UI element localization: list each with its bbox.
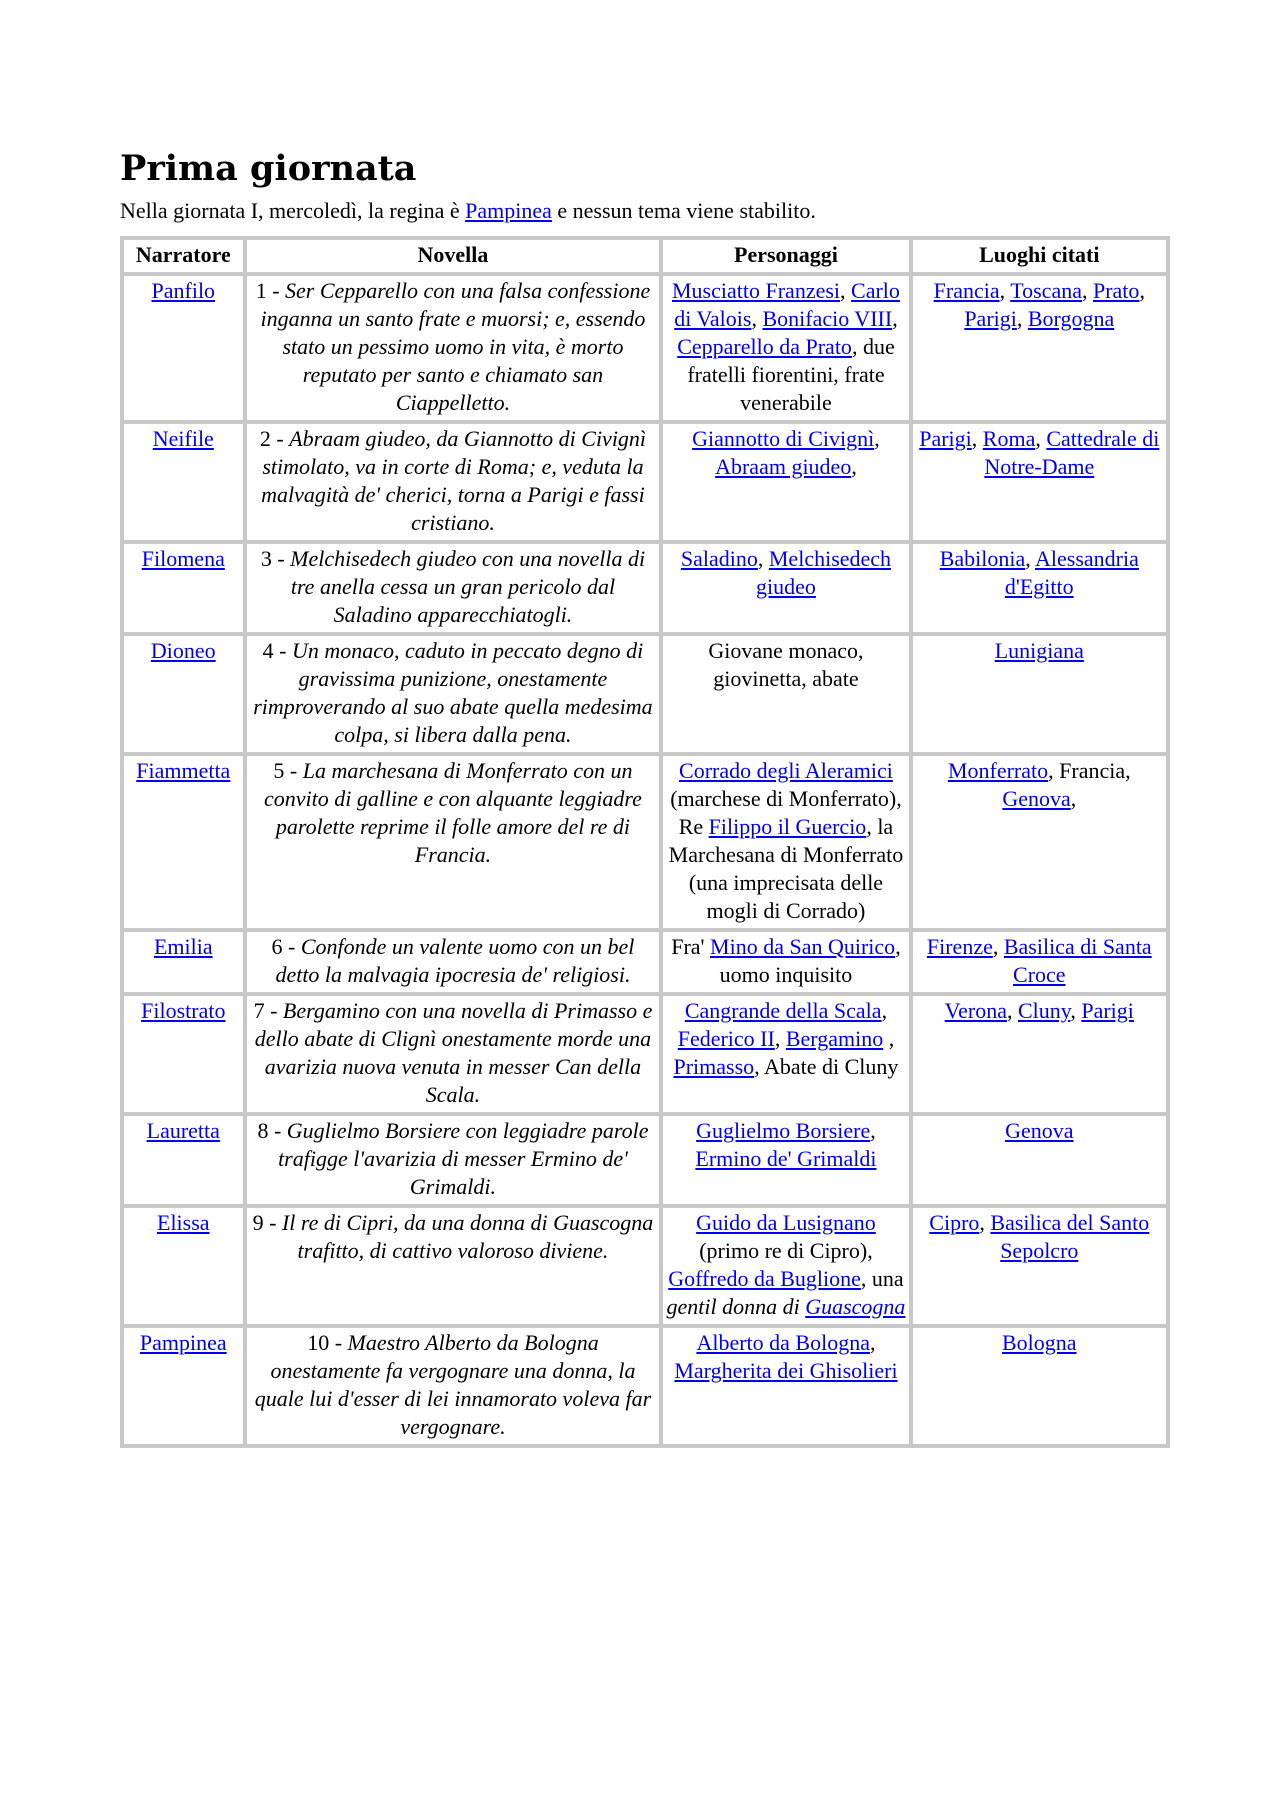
novella-number: 9 - xyxy=(252,1210,282,1235)
personaggio-link[interactable]: Alberto da Bologna xyxy=(696,1330,870,1355)
personaggio-text: , Abate di Cluny xyxy=(754,1054,899,1079)
narratore-link[interactable]: Elissa xyxy=(157,1210,210,1235)
luogo-link[interactable]: Monferrato xyxy=(947,758,1049,783)
personaggio-text: , xyxy=(883,1026,895,1051)
luogo-link[interactable]: Alessandria d'Egitto xyxy=(1004,546,1139,599)
personaggio-text: , uomo inquisito xyxy=(719,934,901,987)
novella-title: Bergamino con una novella di Primasso e dello abate di Clignì onestamente morde una avarizia nuova venuta in messer Can della Scala. xyxy=(254,998,653,1107)
personaggio-link[interactable]: Bergamino xyxy=(785,1026,884,1051)
cell-narratore xyxy=(122,754,245,930)
novella-title: Guglielmo Borsiere con leggiadre parole trafigge l'avarizia di messer Ermino de' Grimaldi. xyxy=(278,1118,649,1199)
luogo-text: , xyxy=(971,426,983,451)
table-row xyxy=(122,422,1168,542)
cell-personaggi xyxy=(661,754,910,930)
cell-novella xyxy=(245,634,662,754)
personaggio-link[interactable]: Corrado degli Aleramici xyxy=(679,758,893,783)
personaggio-text: , xyxy=(757,546,769,571)
personaggio-text: , xyxy=(774,1026,786,1051)
personaggio-text: Giovane monaco, giovinetta, abate xyxy=(708,638,864,691)
cell-personaggi xyxy=(661,930,910,994)
cell-narratore xyxy=(122,930,245,994)
luogo-text: , xyxy=(1070,786,1077,811)
personaggio-link[interactable]: Guido da Lusignano xyxy=(696,1210,876,1235)
cell-novella xyxy=(245,1114,662,1206)
personaggio-link[interactable]: Cepparello da Prato xyxy=(677,334,852,359)
personaggio-link[interactable]: Giannotto di Civignì xyxy=(692,426,875,451)
cell-narratore xyxy=(122,634,245,754)
luogo-link[interactable]: Genova xyxy=(1005,1118,1074,1143)
cell-personaggi xyxy=(661,1114,910,1206)
luogo-text: , xyxy=(1025,546,1036,571)
luogo-link[interactable]: Francia xyxy=(933,278,1000,303)
personaggio-link[interactable]: Primasso xyxy=(673,1054,755,1079)
cell-novella xyxy=(245,274,662,422)
luogo-text: , xyxy=(999,278,1011,303)
luogo-link[interactable]: Firenze xyxy=(926,934,993,959)
cell-novella xyxy=(245,542,662,634)
narratore-link[interactable]: Neifile xyxy=(152,426,214,451)
cell-novella xyxy=(245,1326,662,1446)
luogo-link[interactable]: Cattedrale di Notre-Dame xyxy=(984,426,1160,479)
personaggio-text: , xyxy=(840,278,852,303)
cell-novella xyxy=(245,422,662,542)
personaggio-link[interactable]: Carlo di Valois xyxy=(674,278,900,331)
cell-narratore xyxy=(122,1326,245,1446)
intro-paragraph xyxy=(120,196,1170,226)
cell-luoghi xyxy=(911,930,1168,994)
table-row xyxy=(122,1206,1168,1326)
novella-number: 5 - xyxy=(273,758,303,783)
personaggio-text: , xyxy=(851,454,857,479)
personaggio-link[interactable]: Federico II xyxy=(677,1026,775,1051)
personaggio-text: , xyxy=(751,306,763,331)
narratore-link[interactable]: Fiammetta xyxy=(136,758,231,783)
table-header-row xyxy=(122,238,1168,274)
novella-title: Ser Cepparello con una falsa confessione inganna un santo frate e muorsi; e, essendo stato un pessimo uomo in vita, è morto reputato per santo e chiamato san Ciappelletto. xyxy=(260,278,651,415)
narratore-link[interactable]: Dioneo xyxy=(150,638,216,663)
luogo-link[interactable]: Prato xyxy=(1092,278,1140,303)
header-narratore: Narratore xyxy=(122,238,245,274)
narratore-link[interactable]: Panfilo xyxy=(151,278,216,303)
personaggio-link[interactable]: Abraam giudeo xyxy=(715,454,852,479)
table-body xyxy=(122,274,1168,1446)
personaggio-text: Fra' xyxy=(671,934,711,959)
personaggio-link[interactable]: Guglielmo Borsiere xyxy=(696,1118,871,1143)
table-row xyxy=(122,1114,1168,1206)
narratore-link[interactable]: Filostrato xyxy=(141,998,226,1023)
cell-luoghi xyxy=(911,1326,1168,1446)
personaggio-text: , una xyxy=(860,1266,904,1291)
cell-novella xyxy=(245,1206,662,1326)
personaggio-text: , la Marchesana di Monferrato (una imprecisata delle mogli di Corrado) xyxy=(668,814,904,923)
novella-title: Un monaco, caduto in peccato degno di gravissima punizione, onestamente rimproverando al suo abate quella medesima colpa, si libera dalla pena. xyxy=(253,638,653,747)
personaggio-link[interactable]: Bonifacio VIII xyxy=(762,306,893,331)
narratore-link[interactable]: Pampinea xyxy=(139,1330,227,1355)
luogo-link[interactable]: Basilica di Santa Croce xyxy=(1003,934,1152,987)
header-personaggi: Personaggi xyxy=(661,238,910,274)
luogo-text: , Francia, xyxy=(1048,758,1131,783)
personaggio-link[interactable]: Guascogna xyxy=(805,1294,906,1319)
novella-title: Melchisedech giudeo con una novella di tre anella cessa un gran pericolo dal Saladino apparecchiatogli. xyxy=(290,546,646,627)
personaggio-text: , xyxy=(881,998,888,1023)
intro-link-pampinea[interactable]: Pampinea xyxy=(465,198,552,223)
luogo-link[interactable]: Verona xyxy=(944,998,1007,1023)
personaggio-text: (primo re di Cipro), xyxy=(699,1238,873,1263)
personaggio-link[interactable]: Cangrande della Scala xyxy=(684,998,882,1023)
cell-novella xyxy=(245,994,662,1114)
table-row xyxy=(122,1326,1168,1446)
luogo-text: , xyxy=(1081,278,1093,303)
cell-narratore xyxy=(122,1114,245,1206)
cell-narratore xyxy=(122,422,245,542)
cell-luoghi xyxy=(911,422,1168,542)
cell-narratore xyxy=(122,994,245,1114)
table-row xyxy=(122,274,1168,422)
intro-text-after: e nessun tema viene stabilito. xyxy=(551,198,816,223)
luogo-link[interactable]: Toscana xyxy=(1010,278,1082,303)
cell-luoghi xyxy=(911,542,1168,634)
novella-number: 10 - xyxy=(307,1330,348,1355)
personaggio-text: , xyxy=(870,1118,876,1143)
cell-personaggi xyxy=(661,1326,910,1446)
novella-number: 4 - xyxy=(262,638,292,663)
cell-narratore xyxy=(122,274,245,422)
narratore-link[interactable]: Filomena xyxy=(141,546,225,571)
novella-number: 1 - xyxy=(255,278,286,303)
personaggio-text: , xyxy=(874,426,880,451)
personaggio-link[interactable]: Ermino de' Grimaldi xyxy=(695,1146,877,1171)
luogo-link[interactable]: Cluny xyxy=(1017,998,1071,1023)
luogo-link[interactable]: Parigi xyxy=(1081,998,1134,1023)
page xyxy=(120,148,1170,1448)
cell-personaggi xyxy=(661,274,910,422)
luogo-text: , xyxy=(1035,426,1047,451)
personaggio-text: gentil donna di xyxy=(666,1294,806,1319)
cell-personaggi xyxy=(661,634,910,754)
table-row xyxy=(122,542,1168,634)
cell-narratore xyxy=(122,542,245,634)
cell-personaggi xyxy=(661,542,910,634)
header-novella: Novella xyxy=(245,238,662,274)
novella-title: Il re di Cipri, da una donna di Guascogna trafitto, di cattivo valoroso diviene. xyxy=(281,1210,654,1263)
luogo-link[interactable]: Borgogna xyxy=(1027,306,1115,331)
luogo-link[interactable]: Parigi xyxy=(964,306,1017,331)
cell-luoghi xyxy=(911,634,1168,754)
personaggio-link[interactable]: Filippo il Guercio xyxy=(708,814,867,839)
personaggio-text: (marchese di Monferrato), Re xyxy=(670,786,902,839)
cell-personaggi xyxy=(661,994,910,1114)
personaggio-link[interactable]: Melchisedech giudeo xyxy=(756,546,892,599)
novella-title: Confonde un valente uomo con un bel detto la malvagia ipocresia de' religiosi. xyxy=(275,934,635,987)
personaggio-link[interactable]: Margherita dei Ghisolieri xyxy=(674,1358,898,1383)
luogo-text: , xyxy=(992,934,1004,959)
luogo-text: , xyxy=(1139,278,1145,303)
personaggio-text: , xyxy=(869,1330,876,1355)
cell-luoghi xyxy=(911,994,1168,1114)
luogo-text: , xyxy=(1006,998,1018,1023)
cell-luoghi xyxy=(911,274,1168,422)
luogo-link[interactable]: Cipro xyxy=(929,1210,980,1235)
luogo-link[interactable]: Babilonia xyxy=(939,546,1026,571)
cell-luoghi xyxy=(911,754,1168,930)
cell-novella xyxy=(245,754,662,930)
cell-personaggi xyxy=(661,1206,910,1326)
personaggio-link[interactable]: Mino da San Quirico xyxy=(710,934,896,959)
novelle-table xyxy=(120,236,1170,1448)
header-luoghi: Luoghi citati xyxy=(911,238,1168,274)
personaggio-link[interactable]: Goffredo da Buglione xyxy=(668,1266,861,1291)
luogo-link[interactable]: Parigi xyxy=(919,426,972,451)
novella-title: Abraam giudeo, da Giannotto di Civignì stimolato, va in corte di Roma; e, veduta la malvagità de' cherici, torna a Parigi e fassi cristiano. xyxy=(261,426,647,535)
cell-novella xyxy=(245,930,662,994)
luogo-text: , xyxy=(979,1210,991,1235)
personaggio-text: , xyxy=(892,306,898,331)
narratore-link[interactable]: Emilia xyxy=(153,934,213,959)
luogo-link[interactable]: Bologna xyxy=(1002,1330,1077,1355)
novella-title: Maestro Alberto da Bologna onestamente fa vergognare una donna, la quale lui d'esser di lei innamorato voleva far vergognare. xyxy=(254,1330,652,1439)
cell-narratore xyxy=(122,1206,245,1326)
novella-title: La marchesana di Monferrato con un convito di galline e con alquante leggiadre parolette reprime il folle amore del re di Francia. xyxy=(263,758,642,867)
page-title: Prima giornata xyxy=(120,148,417,189)
novella-number: 3 - xyxy=(260,546,291,571)
luogo-link[interactable]: Basilica del Santo Sepolcro xyxy=(990,1210,1150,1263)
luogo-text: , xyxy=(1016,306,1028,331)
cell-luoghi xyxy=(911,1206,1168,1326)
luogo-link[interactable]: Roma xyxy=(982,426,1036,451)
luogo-text: , xyxy=(1070,998,1082,1023)
table-row xyxy=(122,634,1168,754)
intro-text-before: Nella giornata I, mercoledì, la regina è xyxy=(120,198,466,223)
novella-number: 2 - xyxy=(259,426,290,451)
cell-personaggi xyxy=(661,422,910,542)
novella-number: 8 - xyxy=(257,1118,287,1143)
novella-number: 6 - xyxy=(271,934,301,959)
personaggio-link[interactable]: Saladino xyxy=(680,546,758,571)
luogo-link[interactable]: Lunigiana xyxy=(994,638,1084,663)
narratore-link[interactable]: Lauretta xyxy=(146,1118,220,1143)
luogo-link[interactable]: Genova xyxy=(1002,786,1071,811)
table-row xyxy=(122,754,1168,930)
personaggio-text: , due fratelli fiorentini, frate venerabile xyxy=(687,334,895,415)
novella-number: 7 - xyxy=(253,998,283,1023)
table-row xyxy=(122,994,1168,1114)
personaggio-link[interactable]: Musciatto Franzesi xyxy=(672,278,841,303)
cell-luoghi xyxy=(911,1114,1168,1206)
table-row xyxy=(122,930,1168,994)
